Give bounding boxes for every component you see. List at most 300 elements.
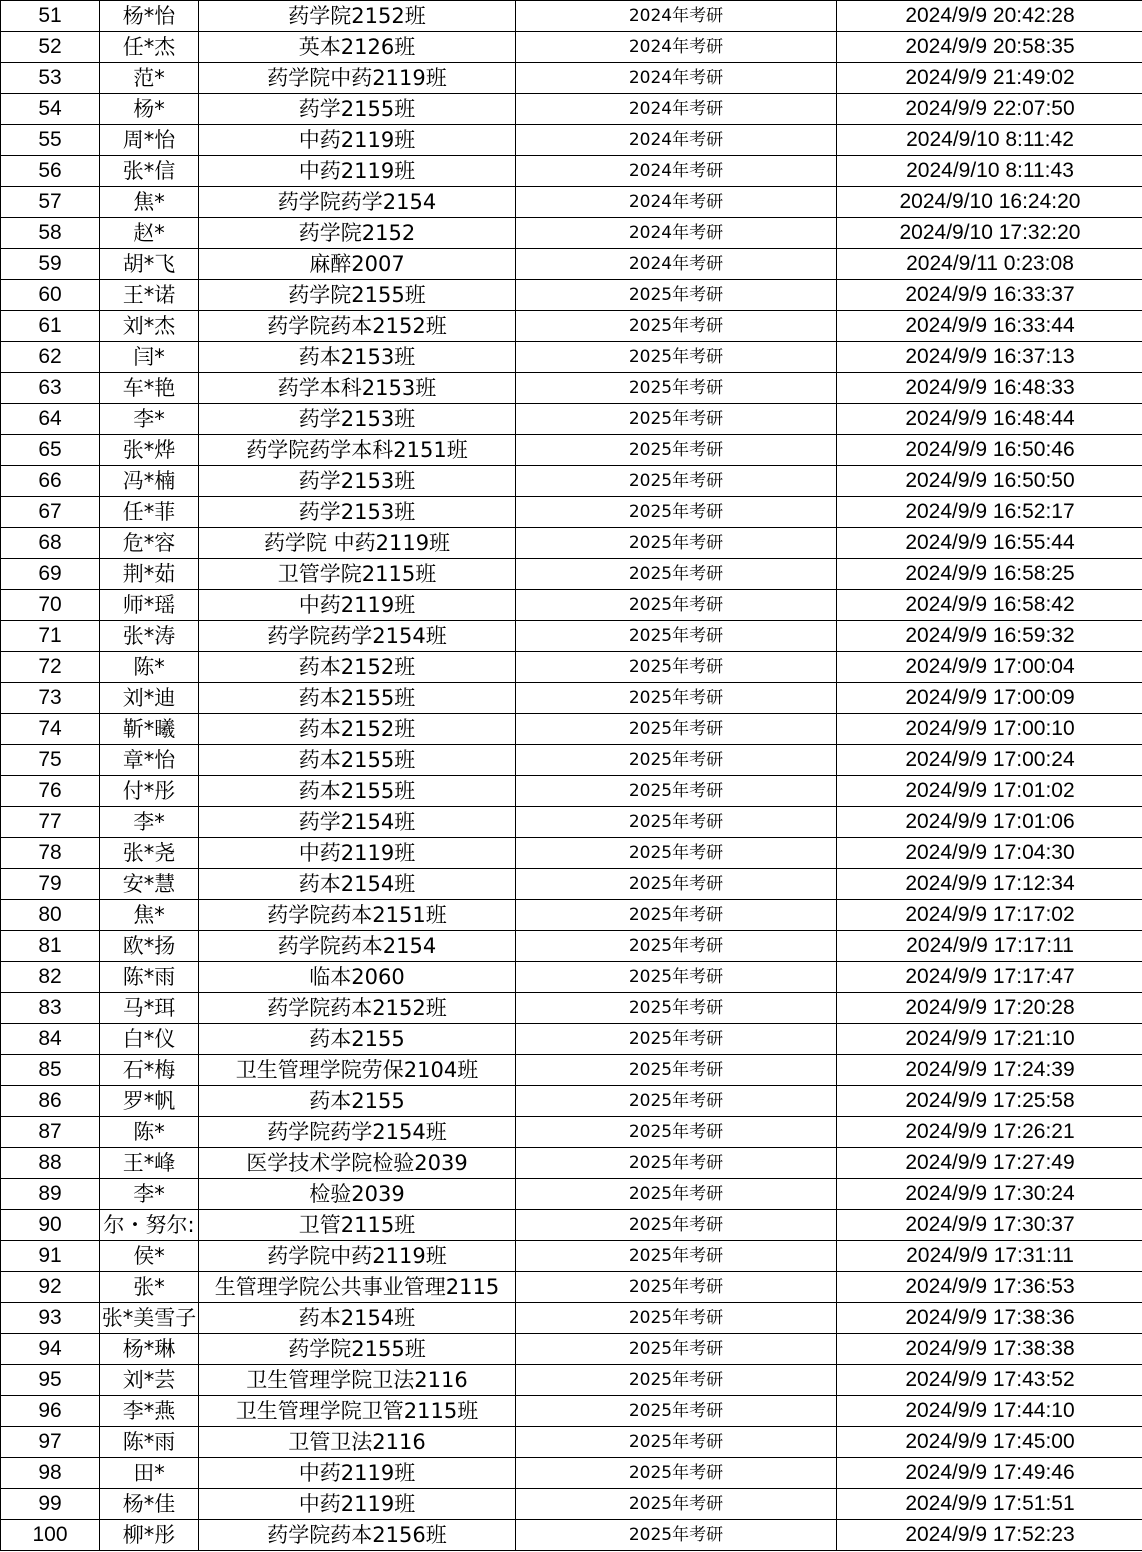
cell-number: 80 [1,900,100,931]
cell-exam-type: 2024年考研 [516,1,837,32]
cell-number: 93 [1,1303,100,1334]
cell-exam-type: 2025年考研 [516,404,837,435]
cell-class: 药本2153班 [199,342,516,373]
cell-submit-time: 2024/9/9 17:21:10 [837,1024,1142,1055]
cell-submit-time: 2024/9/9 17:43:52 [837,1365,1142,1396]
table-row [1,1241,1142,1272]
cell-submit-time: 2024/9/9 16:37:13 [837,342,1142,373]
table-row [1,373,1142,404]
cell-name: 陈* [100,652,199,683]
cell-class: 药学院2152 [199,218,516,249]
cell-name: 范* [100,63,199,94]
table-row [1,1179,1142,1210]
table-row [1,1148,1142,1179]
cell-number: 57 [1,187,100,218]
cell-exam-type: 2025年考研 [516,1303,837,1334]
cell-number: 87 [1,1117,100,1148]
cell-submit-time: 2024/9/9 16:55:44 [837,528,1142,559]
cell-number: 69 [1,559,100,590]
cell-submit-time: 2024/9/9 16:58:25 [837,559,1142,590]
cell-name: 李*燕 [100,1396,199,1427]
table-row [1,621,1142,652]
table-body [1,1,1142,1551]
cell-number: 100 [1,1520,100,1551]
table-row [1,652,1142,683]
cell-name: 李* [100,404,199,435]
cell-exam-type: 2025年考研 [516,652,837,683]
cell-number: 67 [1,497,100,528]
cell-exam-type: 2025年考研 [516,621,837,652]
cell-name: 张*烨 [100,435,199,466]
table-row [1,435,1142,466]
cell-exam-type: 2024年考研 [516,32,837,63]
cell-number: 83 [1,993,100,1024]
cell-submit-time: 2024/9/9 17:17:11 [837,931,1142,962]
table-row [1,125,1142,156]
cell-submit-time: 2024/9/9 17:25:58 [837,1086,1142,1117]
cell-name: 周*怡 [100,125,199,156]
table-row [1,1396,1142,1427]
table-row [1,1365,1142,1396]
cell-exam-type: 2025年考研 [516,1210,837,1241]
cell-class: 药本2152班 [199,652,516,683]
cell-exam-type: 2025年考研 [516,962,837,993]
cell-exam-type: 2025年考研 [516,1055,837,1086]
cell-exam-type: 2024年考研 [516,249,837,280]
table-row [1,838,1142,869]
cell-submit-time: 2024/9/9 17:38:36 [837,1303,1142,1334]
cell-number: 55 [1,125,100,156]
cell-name: 焦* [100,187,199,218]
cell-submit-time: 2024/9/9 16:33:44 [837,311,1142,342]
cell-number: 52 [1,32,100,63]
table-row [1,63,1142,94]
cell-class: 麻醉2007 [199,249,516,280]
cell-class: 药学2155班 [199,94,516,125]
cell-exam-type: 2025年考研 [516,590,837,621]
table-row [1,776,1142,807]
cell-submit-time: 2024/9/9 17:12:34 [837,869,1142,900]
table-row [1,900,1142,931]
cell-name: 尔・努尔: [100,1210,199,1241]
cell-name: 任*菲 [100,497,199,528]
table-row [1,497,1142,528]
cell-number: 72 [1,652,100,683]
cell-number: 74 [1,714,100,745]
table-row [1,187,1142,218]
cell-name: 付*彤 [100,776,199,807]
cell-exam-type: 2025年考研 [516,1458,837,1489]
cell-exam-type: 2025年考研 [516,776,837,807]
cell-number: 86 [1,1086,100,1117]
table-row [1,1303,1142,1334]
cell-name: 陈*雨 [100,1427,199,1458]
cell-submit-time: 2024/9/10 8:11:42 [837,125,1142,156]
cell-name: 白*仪 [100,1024,199,1055]
table-row [1,1489,1142,1520]
cell-name: 侯* [100,1241,199,1272]
cell-number: 95 [1,1365,100,1396]
table-row [1,1055,1142,1086]
cell-submit-time: 2024/9/9 17:01:02 [837,776,1142,807]
cell-submit-time: 2024/9/9 20:42:28 [837,1,1142,32]
cell-class: 药本2154班 [199,1303,516,1334]
cell-submit-time: 2024/9/9 16:33:37 [837,280,1142,311]
cell-submit-time: 2024/9/9 17:00:09 [837,683,1142,714]
cell-submit-time: 2024/9/9 17:30:24 [837,1179,1142,1210]
cell-class: 药学院2152班 [199,1,516,32]
table-row [1,1427,1142,1458]
cell-number: 92 [1,1272,100,1303]
cell-name: 李* [100,1179,199,1210]
cell-submit-time: 2024/9/9 17:49:46 [837,1458,1142,1489]
cell-class: 中药2119班 [199,1489,516,1520]
cell-class: 卫管学院2115班 [199,559,516,590]
cell-name: 田* [100,1458,199,1489]
cell-name: 闫* [100,342,199,373]
cell-name: 危*容 [100,528,199,559]
cell-number: 82 [1,962,100,993]
cell-name: 胡*飞 [100,249,199,280]
cell-class: 药本2155班 [199,776,516,807]
cell-submit-time: 2024/9/9 17:51:51 [837,1489,1142,1520]
table-row [1,1024,1142,1055]
cell-submit-time: 2024/9/9 16:52:17 [837,497,1142,528]
cell-name: 王*峰 [100,1148,199,1179]
cell-name: 章*怡 [100,745,199,776]
cell-exam-type: 2025年考研 [516,559,837,590]
cell-exam-type: 2025年考研 [516,1365,837,1396]
cell-number: 77 [1,807,100,838]
cell-exam-type: 2025年考研 [516,497,837,528]
cell-name: 张*美雪子 [100,1303,199,1334]
cell-class: 药学2153班 [199,404,516,435]
cell-class: 药学院药本2152班 [199,993,516,1024]
cell-number: 66 [1,466,100,497]
cell-exam-type: 2024年考研 [516,187,837,218]
cell-submit-time: 2024/9/9 16:59:32 [837,621,1142,652]
cell-exam-type: 2024年考研 [516,63,837,94]
cell-name: 焦* [100,900,199,931]
cell-exam-type: 2025年考研 [516,1024,837,1055]
cell-submit-time: 2024/9/10 8:11:43 [837,156,1142,187]
cell-class: 卫生管理学院劳保2104班 [199,1055,516,1086]
cell-number: 58 [1,218,100,249]
table-row [1,156,1142,187]
cell-exam-type: 2025年考研 [516,280,837,311]
cell-number: 96 [1,1396,100,1427]
cell-class: 卫管卫法2116 [199,1427,516,1458]
cell-number: 61 [1,311,100,342]
cell-name: 王*诺 [100,280,199,311]
cell-name: 李* [100,807,199,838]
table-row [1,993,1142,1024]
cell-class: 药学院2155班 [199,1334,516,1365]
cell-submit-time: 2024/9/9 16:48:33 [837,373,1142,404]
cell-submit-time: 2024/9/9 17:04:30 [837,838,1142,869]
cell-number: 78 [1,838,100,869]
cell-submit-time: 2024/9/9 17:44:10 [837,1396,1142,1427]
table-row [1,1272,1142,1303]
cell-class: 药学院药本2151班 [199,900,516,931]
table-row [1,1334,1142,1365]
cell-number: 91 [1,1241,100,1272]
table-row [1,94,1142,125]
cell-exam-type: 2025年考研 [516,1117,837,1148]
cell-number: 89 [1,1179,100,1210]
cell-exam-type: 2025年考研 [516,1520,837,1551]
cell-class: 临本2060 [199,962,516,993]
cell-exam-type: 2025年考研 [516,1334,837,1365]
cell-number: 98 [1,1458,100,1489]
cell-number: 62 [1,342,100,373]
cell-class: 中药2119班 [199,590,516,621]
cell-number: 59 [1,249,100,280]
table-row [1,683,1142,714]
table-row [1,1458,1142,1489]
cell-number: 81 [1,931,100,962]
cell-submit-time: 2024/9/9 17:38:38 [837,1334,1142,1365]
cell-exam-type: 2025年考研 [516,1272,837,1303]
cell-number: 53 [1,63,100,94]
cell-name: 刘*杰 [100,311,199,342]
cell-exam-type: 2025年考研 [516,714,837,745]
table-row [1,218,1142,249]
table-row [1,1520,1142,1551]
cell-exam-type: 2025年考研 [516,931,837,962]
cell-name: 杨*怡 [100,1,199,32]
table-row [1,528,1142,559]
cell-submit-time: 2024/9/9 17:00:24 [837,745,1142,776]
table-row [1,714,1142,745]
cell-submit-time: 2024/9/9 17:52:23 [837,1520,1142,1551]
cell-submit-time: 2024/9/11 0:23:08 [837,249,1142,280]
cell-exam-type: 2025年考研 [516,342,837,373]
cell-number: 70 [1,590,100,621]
cell-exam-type: 2025年考研 [516,1427,837,1458]
table-row [1,1,1142,32]
cell-class: 药学2154班 [199,807,516,838]
table-row [1,962,1142,993]
cell-submit-time: 2024/9/9 17:00:10 [837,714,1142,745]
table-row [1,466,1142,497]
cell-class: 药学院2155班 [199,280,516,311]
table-row [1,311,1142,342]
cell-name: 靳*曦 [100,714,199,745]
cell-submit-time: 2024/9/9 17:01:06 [837,807,1142,838]
cell-class: 中药2119班 [199,1458,516,1489]
cell-class: 英本2126班 [199,32,516,63]
cell-class: 药本2154班 [199,869,516,900]
cell-exam-type: 2025年考研 [516,900,837,931]
table-row [1,404,1142,435]
cell-class: 生管理学院公共事业管理2115 [199,1272,516,1303]
cell-exam-type: 2025年考研 [516,435,837,466]
cell-class: 中药2119班 [199,125,516,156]
cell-number: 88 [1,1148,100,1179]
cell-submit-time: 2024/9/9 20:58:35 [837,32,1142,63]
cell-submit-time: 2024/9/9 17:20:28 [837,993,1142,1024]
cell-class: 中药2119班 [199,156,516,187]
cell-name: 赵* [100,218,199,249]
table-row [1,590,1142,621]
cell-exam-type: 2025年考研 [516,838,837,869]
cell-number: 68 [1,528,100,559]
cell-number: 65 [1,435,100,466]
cell-exam-type: 2025年考研 [516,1241,837,1272]
cell-exam-type: 2024年考研 [516,156,837,187]
cell-submit-time: 2024/9/9 16:58:42 [837,590,1142,621]
cell-exam-type: 2025年考研 [516,528,837,559]
cell-class: 卫生管理学院卫管2115班 [199,1396,516,1427]
cell-name: 陈*雨 [100,962,199,993]
cell-name: 刘*芸 [100,1365,199,1396]
cell-name: 车*艳 [100,373,199,404]
cell-class: 药学院药本2152班 [199,311,516,342]
cell-number: 51 [1,1,100,32]
cell-class: 药本2152班 [199,714,516,745]
cell-class: 药学院药学2154班 [199,1117,516,1148]
cell-exam-type: 2025年考研 [516,466,837,497]
cell-name: 陈* [100,1117,199,1148]
cell-name: 冯*楠 [100,466,199,497]
cell-class: 药本2155 [199,1086,516,1117]
cell-class: 药学2153班 [199,466,516,497]
cell-class: 药本2155班 [199,745,516,776]
cell-class: 药学院药学2154班 [199,621,516,652]
cell-exam-type: 2024年考研 [516,94,837,125]
cell-exam-type: 2025年考研 [516,1396,837,1427]
cell-class: 药学院药学本科2151班 [199,435,516,466]
cell-exam-type: 2024年考研 [516,125,837,156]
cell-name: 杨*佳 [100,1489,199,1520]
cell-submit-time: 2024/9/9 17:17:02 [837,900,1142,931]
cell-class: 药本2155班 [199,683,516,714]
cell-submit-time: 2024/9/9 16:50:50 [837,466,1142,497]
cell-exam-type: 2025年考研 [516,311,837,342]
table-row [1,1210,1142,1241]
table-row [1,559,1142,590]
cell-submit-time: 2024/9/9 17:36:53 [837,1272,1142,1303]
cell-class: 卫生管理学院卫法2116 [199,1365,516,1396]
table-row [1,1117,1142,1148]
cell-exam-type: 2025年考研 [516,869,837,900]
cell-submit-time: 2024/9/10 16:24:20 [837,187,1142,218]
cell-name: 安*慧 [100,869,199,900]
cell-exam-type: 2025年考研 [516,993,837,1024]
cell-exam-type: 2025年考研 [516,683,837,714]
cell-number: 84 [1,1024,100,1055]
cell-number: 64 [1,404,100,435]
cell-class: 检验2039 [199,1179,516,1210]
table-row [1,1086,1142,1117]
cell-class: 药学院 中药2119班 [199,528,516,559]
cell-name: 杨*琳 [100,1334,199,1365]
cell-submit-time: 2024/9/9 17:45:00 [837,1427,1142,1458]
cell-exam-type: 2025年考研 [516,1179,837,1210]
cell-class: 药本2155 [199,1024,516,1055]
cell-submit-time: 2024/9/9 17:31:11 [837,1241,1142,1272]
cell-class: 药学院药学2154 [199,187,516,218]
cell-submit-time: 2024/9/9 21:49:02 [837,63,1142,94]
cell-name: 张* [100,1272,199,1303]
cell-exam-type: 2025年考研 [516,1489,837,1520]
cell-number: 97 [1,1427,100,1458]
cell-number: 56 [1,156,100,187]
cell-name: 任*杰 [100,32,199,63]
table-row [1,32,1142,63]
cell-exam-type: 2025年考研 [516,807,837,838]
cell-submit-time: 2024/9/9 17:27:49 [837,1148,1142,1179]
cell-number: 94 [1,1334,100,1365]
cell-name: 柳*彤 [100,1520,199,1551]
cell-name: 刘*迪 [100,683,199,714]
cell-name: 石*梅 [100,1055,199,1086]
cell-submit-time: 2024/9/9 16:50:46 [837,435,1142,466]
cell-exam-type: 2025年考研 [516,745,837,776]
cell-name: 荆*茹 [100,559,199,590]
cell-name: 张*尧 [100,838,199,869]
cell-submit-time: 2024/9/9 17:00:04 [837,652,1142,683]
table-row [1,342,1142,373]
cell-class: 医学技术学院检验2039 [199,1148,516,1179]
cell-name: 张*信 [100,156,199,187]
cell-name: 杨* [100,94,199,125]
cell-exam-type: 2025年考研 [516,1148,837,1179]
cell-submit-time: 2024/9/9 16:48:44 [837,404,1142,435]
cell-number: 54 [1,94,100,125]
cell-submit-time: 2024/9/9 17:17:47 [837,962,1142,993]
cell-number: 85 [1,1055,100,1086]
cell-number: 79 [1,869,100,900]
table-row [1,931,1142,962]
cell-name: 张*涛 [100,621,199,652]
cell-class: 药学院中药2119班 [199,63,516,94]
cell-class: 药学2153班 [199,497,516,528]
cell-submit-time: 2024/9/9 17:24:39 [837,1055,1142,1086]
cell-name: 欧*扬 [100,931,199,962]
cell-number: 63 [1,373,100,404]
cell-number: 60 [1,280,100,311]
cell-number: 75 [1,745,100,776]
cell-class: 药学院药本2156班 [199,1520,516,1551]
cell-submit-time: 2024/9/10 17:32:20 [837,218,1142,249]
cell-class: 药学本科2153班 [199,373,516,404]
cell-exam-type: 2025年考研 [516,373,837,404]
cell-number: 71 [1,621,100,652]
cell-submit-time: 2024/9/9 17:26:21 [837,1117,1142,1148]
cell-number: 73 [1,683,100,714]
cell-name: 罗*帆 [100,1086,199,1117]
cell-class: 卫管2115班 [199,1210,516,1241]
cell-class: 药学院药本2154 [199,931,516,962]
table-row [1,745,1142,776]
table-row [1,869,1142,900]
cell-number: 76 [1,776,100,807]
cell-submit-time: 2024/9/9 22:07:50 [837,94,1142,125]
cell-class: 中药2119班 [199,838,516,869]
cell-name: 马*珥 [100,993,199,1024]
table-row [1,280,1142,311]
cell-exam-type: 2024年考研 [516,218,837,249]
cell-exam-type: 2025年考研 [516,1086,837,1117]
cell-number: 90 [1,1210,100,1241]
table-row [1,249,1142,280]
cell-name: 师*瑶 [100,590,199,621]
cell-number: 99 [1,1489,100,1520]
cell-submit-time: 2024/9/9 17:30:37 [837,1210,1142,1241]
cell-class: 药学院中药2119班 [199,1241,516,1272]
